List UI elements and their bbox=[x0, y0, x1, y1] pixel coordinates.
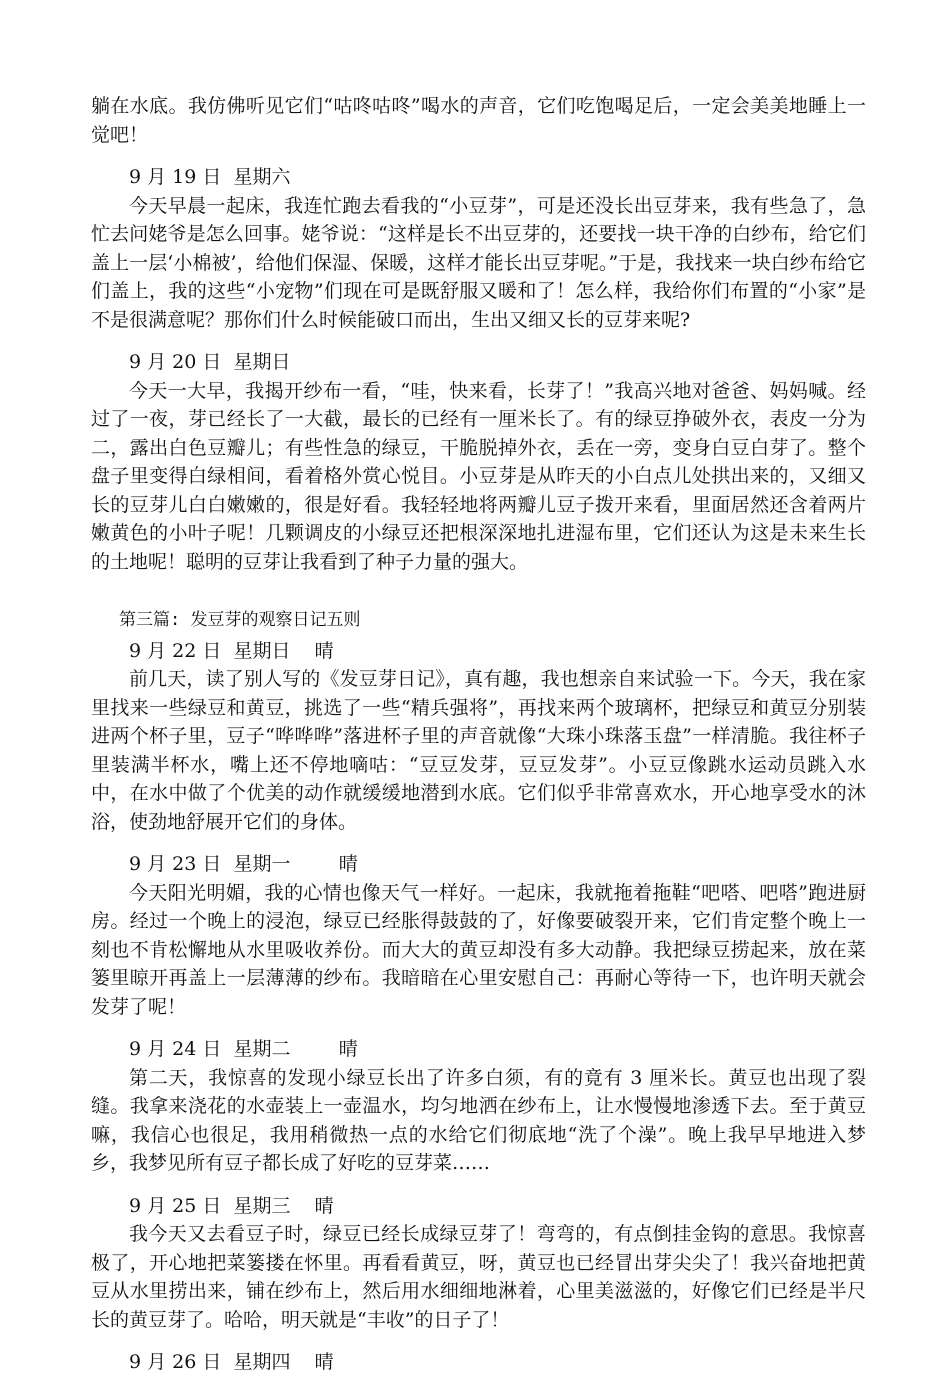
entry-date: 9 月 23 日 星期一 晴 bbox=[129, 853, 358, 875]
intro-paragraph: 躺在水底。我仿佛听见它们“咕咚咕咚”喝水的声音，它们吃饱喝足后，一定会美美地睡上一觉吧！ bbox=[91, 95, 866, 146]
entry-text: 今天早晨一起床，我连忙跑去看我的“小豆芽”，可是还没长出豆芽来，我有些急了，急忙去问姥爷是怎么回事。姥爷说：“这样是长不出豆芽的，还要找一块干净的白纱布，给它们盖上一层‘小棉被’，给他们保湿、保暖，这样才能长出豆芽呢。”于是，我找来一块白纱布给它们盖上，我的这些“小宠物”们现在可是既舒服又暖和了！怎么样，我给你们布置的“小家”是不是很满意呢？那你们什么时候能破口而出，生出又细又长的豆芽来呢? bbox=[91, 194, 866, 331]
entry-text: 今天阳光明媚，我的心情也像天气一样好。一起床，我就拖着拖鞋“吧嗒、吧嗒”跑进厨房。经过一个晚上的浸泡，绿豆已经胀得鼓鼓的了，好像要破裂开来，它们肯定整个晚上一刻也不肯松懈地从水里吸收养份。而大大的黄豆却没有多大动静。我把绿豆捞起来，放在菜篓里晾开再盖上一层薄薄的纱布。我暗暗在心里安慰自己：再耐心等待一下，也许明天就会发芽了呢！ bbox=[91, 881, 866, 1018]
entry-text: 前几天，读了别人写的《发豆芽日记》，真有趣，我也想亲自来试验一下。今天，我在家里找来一些绿豆和黄豆，挑选了一些“精兵强将”，再找来两个玻璃杯，把绿豆和黄豆分别装进两个杯子里，豆子“哗哗哗”落进杯子里的声音就像“大珠小珠落玉盘”一样清脆。我往杯子里装满半杯水，嘴上还不停地嘀咕：“豆豆发芽，豆豆发芽”。小豆豆像跳水运动员跳入水中，在水中做了个优美的动作就缓缓地潜到水底。它们似乎非常喜欢水，开心地享受水的沐浴，使劲地舒展开它们的身体。 bbox=[91, 668, 866, 833]
document-page bbox=[91, 92, 866, 1377]
entry-date: 9 月 19 日 星期六 bbox=[129, 166, 291, 188]
entry-date: 9 月 20 日 星期日 bbox=[129, 351, 291, 373]
entry-text: 今天一大早，我揭开纱布一看，“哇，快来看，长芽了！”我高兴地对爸爸、妈妈喊。经过了一夜，芽已经长了一大截，最长的已经有一厘米长了。有的绿豆挣破外衣，表皮一分为二，露出白色豆瓣儿；有些性急的绿豆，干脆脱掉外衣，丢在一旁，变身白豆白芽了。整个盘子里变得白绿相间，看着格外赏心悦目。小豆芽是从昨天的小白点儿处拱出来的，又细又长的豆芽儿白白嫩嫩的，很是好看。我轻轻地将两瓣儿豆子拨开来看，里面居然还含着两片嫩黄色的小叶子呢！几颗调皮的小绿豆还把根深深地扎进湿布里，它们还认为这是未来生长的土地呢！聪明的豆芽让我看到了种子力量的强大。 bbox=[91, 379, 866, 573]
entry-date: 9 月 25 日 星期三 晴 bbox=[129, 1194, 334, 1217]
entry-text: 我今天又去看豆子时，绿豆已经长成绿豆芽了！弯弯的，有点倒挂金钩的意思。我惊喜极了，开心地把菜篓搂在怀里。再看看黄豆，呀，黄豆也已经冒出芽尖尖了！我兴奋地把黄豆从水里捞出来，铺在纱布上，然后用水细细地淋着，心里美滋滋的，好像它们已经是半尺长的黄豆芽了。哈哈，明天就是“丰收”的日子了！ bbox=[91, 1223, 866, 1331]
entry-date: 9 月 26 日 星期四 晴 bbox=[129, 1351, 334, 1373]
entry-date: 9 月 24 日 星期二 晴 bbox=[129, 1038, 358, 1060]
entry-date: 9 月 22 日 星期日 晴 bbox=[129, 639, 334, 662]
section-title: 第三篇: 发豆芽的观察日记五则 bbox=[119, 610, 361, 630]
entry-text: 第二天，我惊喜的发现小绿豆长出了许多白须，有的竟有 3 厘米长。黄豆也出现了裂缝。我拿来浇花的水壶装上一壶温水，均匀地洒在纱布上，让水慢慢地渗透下去。至于黄豆嘛，我信心也很足，我用稍微热一点的水给它们彻底地“洗了个澡”。晚上我早早地进入梦乡，我梦见所有豆子都长成了好吃的豆芽菜…… bbox=[91, 1066, 866, 1174]
